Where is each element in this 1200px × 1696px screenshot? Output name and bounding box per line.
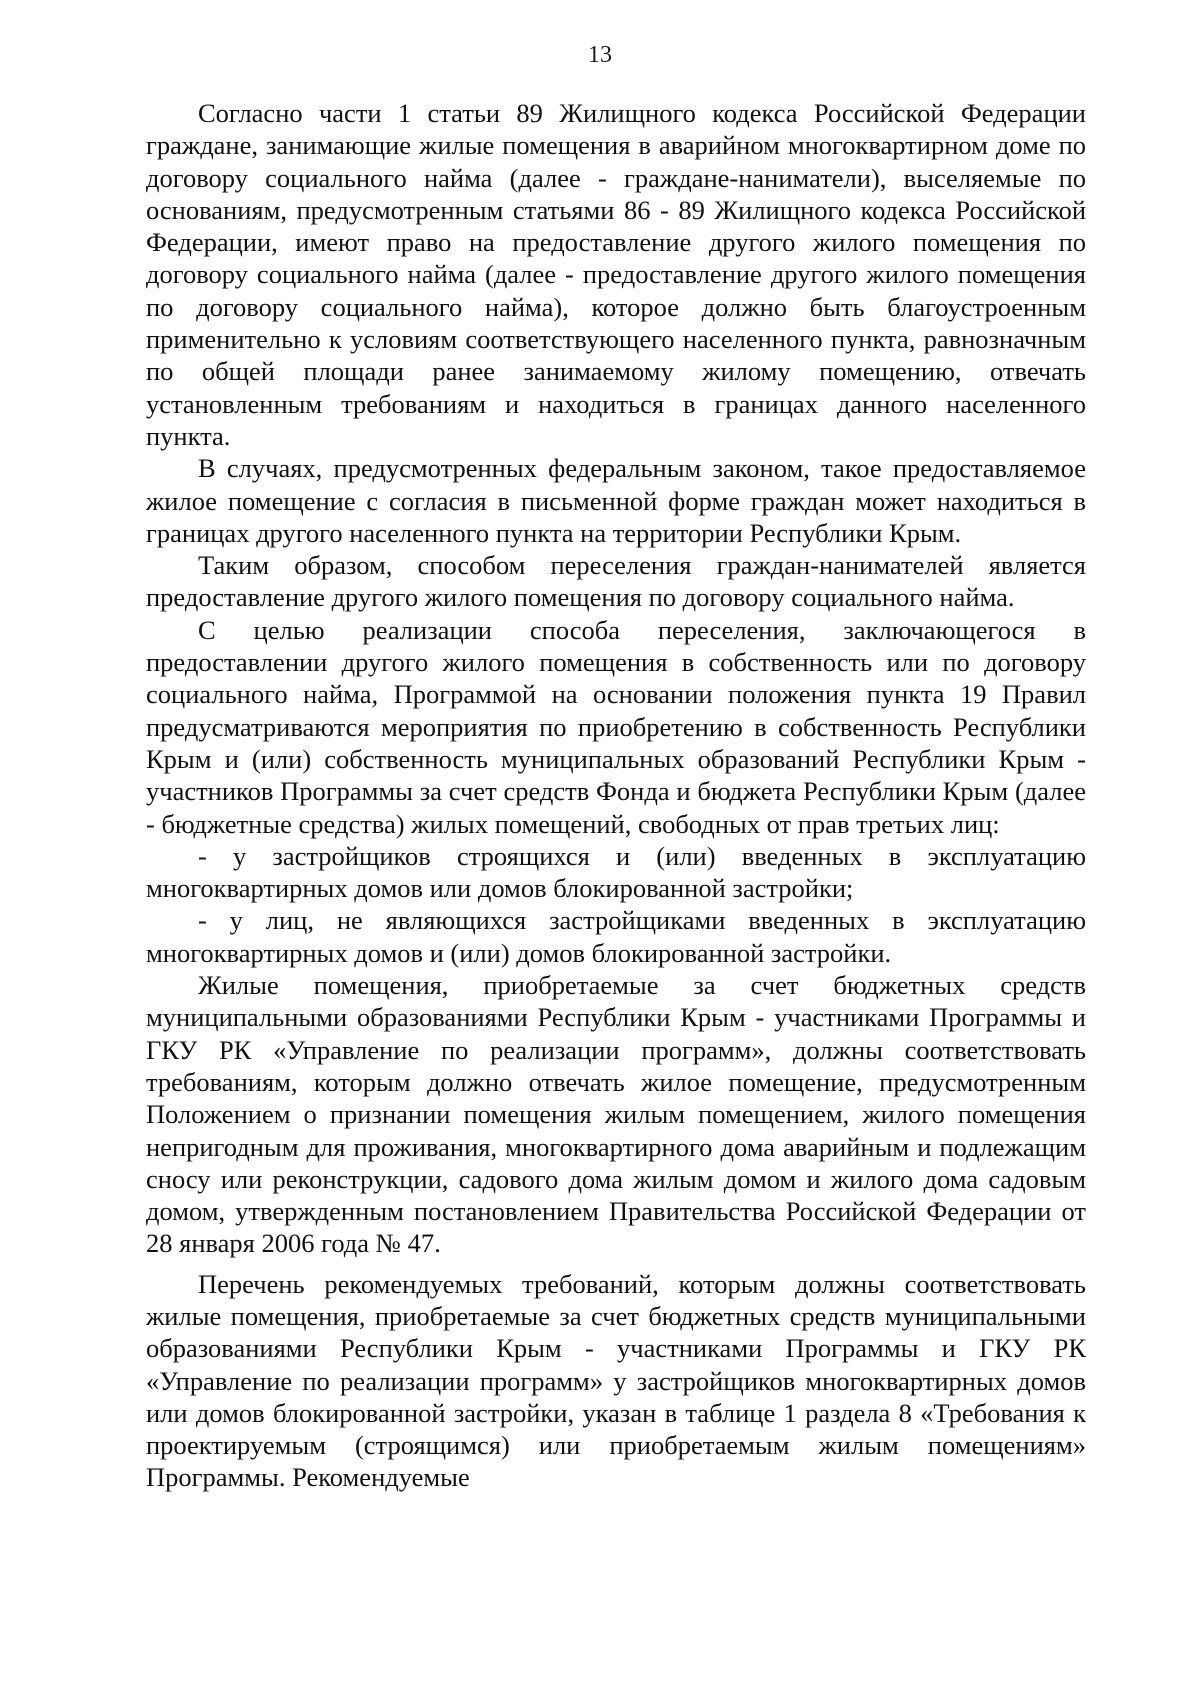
list-item-non-developers: - у лиц, не являющихся застройщиками введенных в эксплуатацию многоквартирных домов и (или) домов блокированной застройки. — [146, 905, 1086, 968]
page-number: 13 — [588, 42, 612, 68]
paragraph-purchase-measures: С целью реализации способа переселения, заключающегося в предоставлении другого жилого помещения в собственность или по договору социального найма, Программой на основании положения пункта 19 Правил предусматриваются мероприятия по приобретению в собственность Республики Крым и (или) собственность муниципальных образований Республики Крым - участников Программы за счет средств Фонда и бюджета Республики Крым (далее - бюджетные средства) жилых помещений, свободных от прав третьих лиц: — [146, 614, 1086, 839]
document-body — [146, 97, 1086, 1494]
paragraph-other-settlement: В случаях, предусмотренных федеральным законом, такое предоставляемое жилое помещение с согласия в письменной форме граждан может находиться в границах другого населенного пункта на территории Республики Крым. — [146, 453, 1086, 548]
paragraph-recommended-requirements: Перечень рекомендуемых требований, которым должны соответствовать жилые помещения, приобретаемые за счет бюджетных средств муниципальными образованиями Республики Крым - участниками Программы и ГКУ РК «Управление по реализации программ» у застройщиков многоквартирных домов или домов блокированной застройки, указан в таблице 1 раздела 8 «Требования к проектируемым (строящимся) или приобретаемым жилым помещениям» Программы. Рекомендуемые — [146, 1268, 1086, 1493]
paragraph-housing-requirements: Жилые помещения, приобретаемые за счет бюджетных средств муниципальными образованиями Республики Крым - участниками Программы и ГКУ РК «Управление по реализации программ», должны соответствовать требованиям, которым должно отвечать жилое помещение, предусмотренным Положением о признании помещения жилым помещением, жилого помещения непригодным для проживания, многоквартирного дома аварийным и подлежащим сносу или реконструкции, садового дома жилым домом и жилого дома садовым домом, утвержденным постановлением Правительства Российской Федерации от 28 января 2006 года № 47. — [146, 970, 1086, 1259]
paragraph-eviction-right: Согласно части 1 статьи 89 Жилищного кодекса Российской Федерации граждане, занимающие жилые помещения в аварийном многоквартирном доме по договору социального найма (далее - граждане-наниматели), выселяемые по основаниям, предусмотренным статьями 86 - 89 Жилищного кодекса Российской Федерации, имеют право на предоставление другого жилого помещения по договору социального найма (далее - предоставление другого жилого помещения по договору социального найма), которое должно быть благоустроенным применительно к условиям соответствующего населенного пункта, равнозначным по общей площади ранее занимаемому жилому помещению, отвечать установленным требованиям и находиться в границах данного населенного пункта. — [146, 98, 1086, 451]
list-item-developers: - у застройщиков строящихся и (или) введенных в эксплуатацию многоквартирных домов или домов блокированной застройки; — [146, 840, 1086, 904]
paragraph-resettlement-method: Таким образом, способом переселения граждан-нанимателей является предоставление другого жилого помещения по договору социального найма. — [146, 550, 1086, 613]
